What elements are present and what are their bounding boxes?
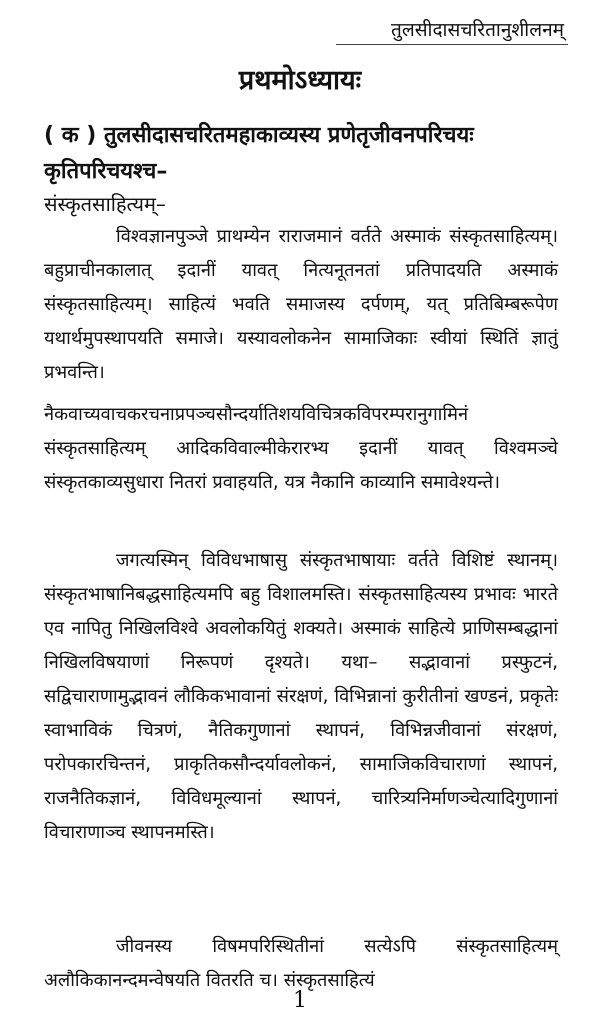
header-rule: [336, 44, 568, 45]
paragraph-3: [44, 544, 558, 850]
paragraph-text: विश्वज्ञानपुञ्जे प्राथम्येन राराजमानं वर्तते अस्माकं संस्कृतसाहित्यम्। बहुप्राचीनकालात् इदानीं यावत् नित्यनूतनतां प्रतिपादयति अस्माकं संस्कृतसाहित्यम्। साहित्यं भवति समाजस्य दर्पणम्, यत् प्रतिबिम्बरूपेण यथार्थमुपस्थापयति समाजे। यस्यावलोकनेन सामाजिकाः स्वीयां स्थितिं ज्ञातुं प्रभवन्ति।: [44, 226, 558, 383]
paragraph-1: [44, 220, 558, 390]
page-number: 1: [293, 988, 307, 1013]
sub-heading: संस्कृतसाहित्यम्–: [44, 192, 166, 216]
paragraph-text: नैकवाच्यवाचकरचनाप्रपञ्चसौन्दर्यातिशयविचित्रकविपरम्परानुगामिनं संस्कृतसाहित्यम् आदिकविवाल्मीकेरारभ्य इदानीं यावत् विश्वमञ्चे संस्कृतकाव्यसुधारा नितरां प्रवाहयति, यत्र नैकानि काव्यानि समावेश्यन्ते।: [44, 404, 558, 493]
paragraph-text: जगत्यस्मिन् विविधभाषासु संस्कृतभाषायाः वर्तते विशिष्टं स्थानम्। संस्कृतभाषानिबद्धसाहित्यमपि बहु विशालमस्ति। संस्कृतसाहित्यस्य प्रभावः भारते एव नापितु निखिलविश्वे अवलोकयितुं शक्यते। अस्माकं साहित्ये प्राणिसम्बद्धानां निखिलविषयाणां निरूपणं दृश्यते। यथा– सद्भावानां प्रस्फुटनं, सद्विचाराणामुद्भावनं लौकिकभावानां संरक्षणं, विभिन्नानां कुरीतीनां खण्डनं, प्रकृतेः स्वाभाविकं चित्रणं, नैतिकगुणानां स्थापनं, विभिन्नजीवानां संरक्षणं, परोपकारचिन्तनं, प्राकृतिकसौन्दर्यावलोकनं, सामाजिकविचाराणां स्थापनं, राजनैतिकज्ञानं, विविधमूल्यानां स्थापनं, चारित्र्यनिर्माणञ्चेत्यादिगुणानां विचाराणाञ्च स्थापनमस्ति।: [44, 550, 558, 843]
section-heading: ( क ) तुलसीदासचरितमहाकाव्यस्य प्रणेतृजीवनपरिचयः कृतिपरिचयश्च–: [44, 123, 474, 184]
paragraph-text: जीवनस्य विषमपरिस्थितीनां सत्येऽपि संस्कृतसाहित्यम् अलौकिकानन्दमन्वेषयति वितरति च। संस्कृतसाहित्यं: [44, 936, 558, 991]
running-title: तुलसीदासचरितानुशीलनम्: [390, 19, 564, 41]
chapter-title: प्रथमोऽध्यायः: [238, 65, 362, 96]
paragraph-2: [44, 398, 558, 500]
